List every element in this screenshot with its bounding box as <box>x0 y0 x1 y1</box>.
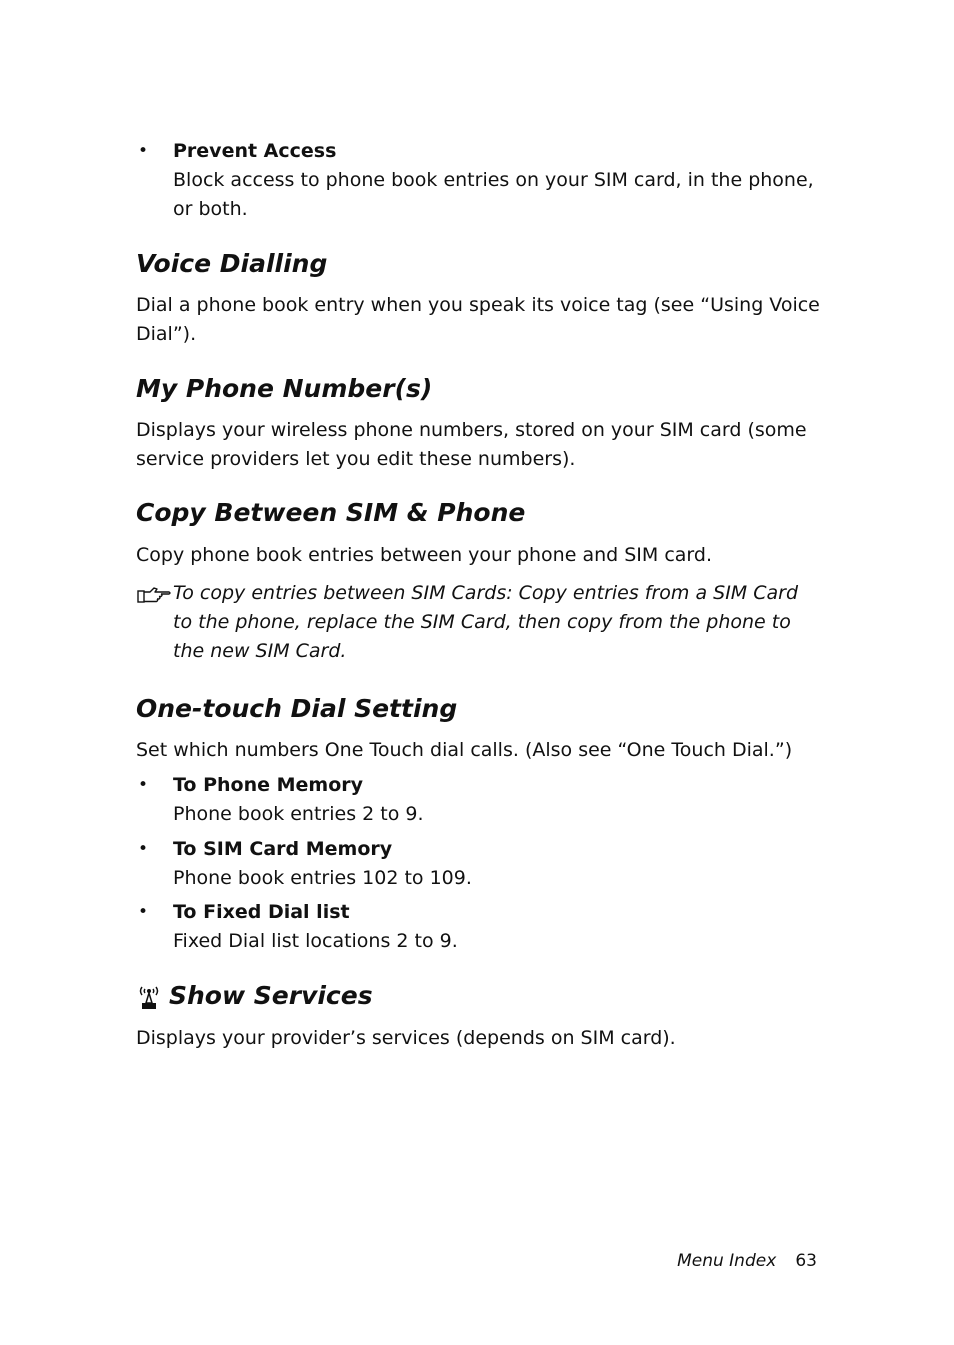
note-block <box>173 579 853 666</box>
bullet-item-prevent-access <box>173 137 853 224</box>
section-text-line: Dial a phone book entry when you speak its voice tag (see “Using Voice <box>136 294 820 316</box>
section-text-line: Set which numbers One Touch dial calls. (Also see “One Touch Dial.”) <box>136 739 793 761</box>
section-heading-copy-between: Copy Between SIM & Phone <box>136 498 526 527</box>
page-number: 63 <box>795 1251 817 1271</box>
bullet-title: To Phone Memory <box>173 774 364 796</box>
section-heading-voice-dialling: Voice Dialling <box>136 249 328 278</box>
bullet-marker: • <box>138 839 149 859</box>
bullet-desc-line: Block access to phone book entries on your SIM card, in the phone, <box>173 169 814 191</box>
bullet-item-sim-memory <box>173 835 853 893</box>
bullet-title: Prevent Access <box>173 140 337 162</box>
footer-label: Menu Index <box>677 1251 777 1271</box>
bullet-marker: • <box>138 775 149 795</box>
bullet-desc-line: Phone book entries 2 to 9. <box>173 803 424 825</box>
bullet-desc-line: Phone book entries 102 to 109. <box>173 867 472 889</box>
bullet-desc-line: Fixed Dial list locations 2 to 9. <box>173 930 458 952</box>
note-line: the new SIM Card. <box>173 640 347 662</box>
note-line: To copy entries between SIM Cards: Copy entries from a SIM Card <box>173 582 799 604</box>
bullet-title: To Fixed Dial list <box>173 901 350 923</box>
bullet-marker: • <box>138 141 149 161</box>
section-text-line: Dial”). <box>136 323 197 345</box>
bullet-desc-line: or both. <box>173 198 248 220</box>
bullet-marker: • <box>138 902 149 922</box>
section-text-line: Displays your provider’s services (depends on SIM card). <box>136 1027 676 1049</box>
section-text-line: Copy phone book entries between your phone and SIM card. <box>136 544 712 566</box>
bullet-item-fixed-dial <box>173 898 853 956</box>
section-heading-show-services: Show Services <box>169 981 373 1010</box>
bullet-item-phone-memory <box>173 771 853 829</box>
section-text-line: Displays your wireless phone numbers, stored on your SIM card (some <box>136 419 807 441</box>
pointing-hand-icon <box>137 584 173 606</box>
section-text-line: service providers let you edit these numbers). <box>136 448 576 470</box>
section-heading-my-phone-numbers: My Phone Number(s) <box>136 374 433 403</box>
note-line: to the phone, replace the SIM Card, then copy from the phone to <box>173 611 791 633</box>
network-antenna-icon <box>137 985 161 1011</box>
page-footer <box>677 1251 817 1271</box>
bullet-title: To SIM Card Memory <box>173 838 393 860</box>
section-heading-one-touch: One-touch Dial Setting <box>136 694 458 723</box>
